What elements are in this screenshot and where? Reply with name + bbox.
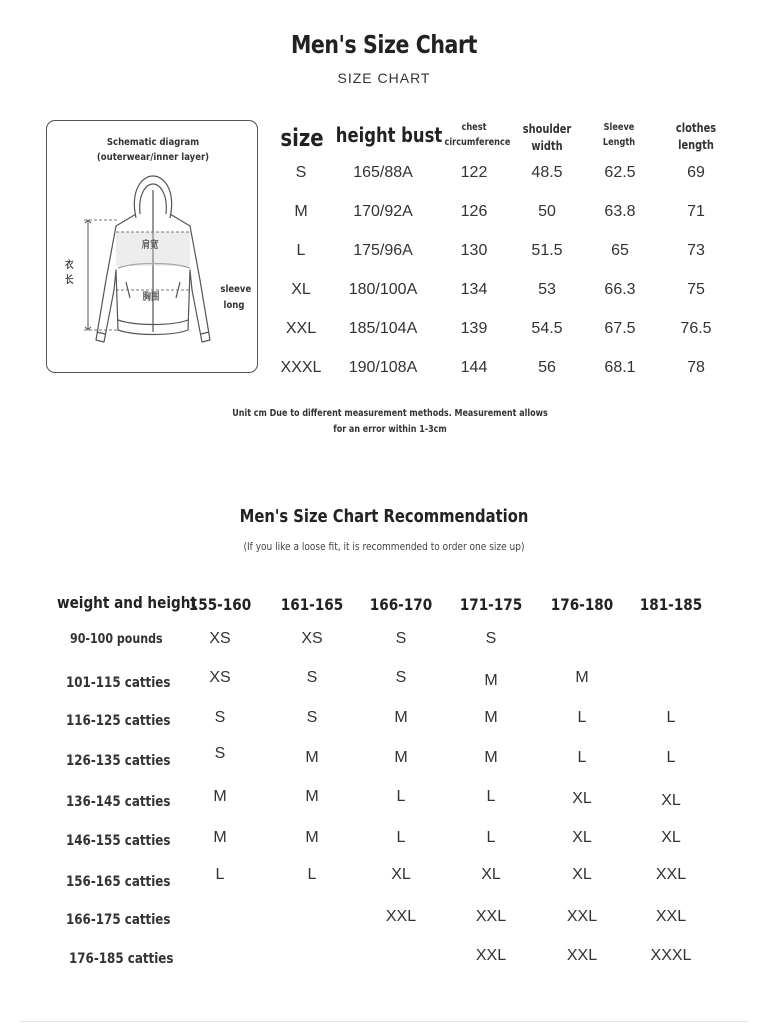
header-sleeve: Sleeve Length — [602, 122, 636, 148]
height-bust-cell: 190/108A — [348, 359, 418, 376]
recommended-size-cell: M — [213, 829, 227, 846]
height-column-header: 166-170 — [369, 595, 433, 614]
sleeve-cell: 68.1 — [604, 359, 636, 376]
recommended-size-cell: L — [577, 749, 587, 766]
recommended-size-cell: XL — [572, 790, 592, 807]
sleeve-cell: 62.5 — [604, 164, 636, 181]
recommended-size-cell: XS — [209, 630, 231, 647]
weight-row-label: 156-165 catties — [66, 874, 171, 890]
height-column-header: 176-180 — [550, 595, 614, 614]
weight-row-label: 166-175 catties — [66, 912, 171, 928]
recommended-size-cell: XXL — [655, 866, 687, 883]
jacket-illustration — [60, 170, 250, 365]
divider — [20, 1021, 748, 1022]
weight-row-label: 101-115 catties — [66, 675, 171, 691]
weight-row-label: 116-125 catties — [66, 713, 171, 729]
chest-cell: 130 — [460, 242, 488, 259]
sleeve-cell: 63.8 — [604, 203, 636, 220]
height-bust-cell: 170/92A — [353, 203, 413, 220]
recommended-size-cell: M — [484, 709, 498, 726]
chest-cell: 134 — [460, 281, 488, 298]
clothes-cell: 73 — [687, 242, 705, 259]
height-column-header: 161-165 — [280, 595, 344, 614]
recommended-size-cell: XXL — [385, 908, 417, 925]
recommended-size-cell: S — [214, 745, 226, 762]
header-height-bust: height bust — [335, 123, 443, 147]
recommended-size-cell: L — [215, 866, 225, 883]
diagram-caption: Schematic diagram (outerwear/inner layer) — [96, 137, 210, 163]
chest-cell: 144 — [460, 359, 488, 376]
recommended-size-cell: XXL — [566, 908, 598, 925]
recommended-size-cell: L — [577, 709, 587, 726]
recommended-size-cell: XS — [209, 669, 231, 686]
chest-cell: 139 — [460, 320, 488, 337]
recommended-size-cell: XXL — [475, 947, 507, 964]
height-bust-cell: 185/104A — [348, 320, 418, 337]
sleeve-label: sleeve long — [220, 284, 252, 311]
size-cell: M — [294, 203, 308, 220]
recommended-size-cell: XL — [661, 792, 681, 809]
recommended-size-cell: M — [484, 672, 498, 689]
recommended-size-cell: L — [666, 709, 676, 726]
recommended-size-cell: S — [395, 669, 407, 686]
recommended-size-cell: XL — [481, 866, 501, 883]
page-title: Men's Size Chart — [290, 30, 478, 59]
recommended-size-cell: XXL — [655, 908, 687, 925]
recommended-size-cell: M — [575, 669, 589, 686]
recommended-size-cell: XL — [572, 866, 592, 883]
weight-row-label: 176-185 catties — [69, 951, 174, 967]
shoulder-cell: 51.5 — [531, 242, 563, 259]
recommended-size-cell: L — [396, 829, 406, 846]
weight-row-label: 136-145 catties — [66, 794, 171, 810]
height-bust-cell: 180/100A — [348, 281, 418, 298]
page-subtitle: SIZE CHART — [337, 70, 431, 86]
recommended-size-cell: M — [394, 749, 408, 766]
recommended-size-cell: XL — [572, 829, 592, 846]
shoulder-cell: 50 — [538, 203, 556, 220]
recommended-size-cell: L — [307, 866, 317, 883]
clothes-cell: 76.5 — [680, 320, 712, 337]
shoulder-label: 肩宽 — [141, 240, 159, 251]
clothes-cell: 75 — [687, 281, 705, 298]
sleeve-cell: 67.5 — [604, 320, 636, 337]
sleeve-cell: 65 — [611, 242, 629, 259]
clothes-cell: 78 — [687, 359, 705, 376]
size-cell: XXL — [285, 320, 317, 337]
shoulder-cell: 56 — [538, 359, 556, 376]
height-column-header: 171-175 — [459, 595, 523, 614]
recommended-size-cell: XXXL — [650, 947, 692, 964]
recommendation-corner-header: weight and height — [57, 593, 197, 612]
recommended-size-cell: M — [213, 788, 227, 805]
length-label: 衣长 — [65, 260, 74, 286]
height-column-header: 181-185 — [639, 595, 703, 614]
weight-row-label: 146-155 catties — [66, 833, 171, 849]
clothes-cell: 71 — [687, 203, 705, 220]
recommended-size-cell: S — [214, 709, 226, 726]
recommended-size-cell: M — [394, 709, 408, 726]
recommended-size-cell: M — [305, 829, 319, 846]
shoulder-cell: 53 — [538, 281, 556, 298]
recommended-size-cell: XS — [301, 630, 323, 647]
recommended-size-cell: L — [486, 788, 496, 805]
recommended-size-cell: S — [485, 630, 497, 647]
recommendation-title: Men's Size Chart Recommendation — [239, 506, 529, 527]
chest-label: 胸围 — [142, 292, 160, 303]
recommended-size-cell: XL — [391, 866, 411, 883]
recommended-size-cell: XXL — [475, 908, 507, 925]
header-shoulder: shoulder width — [522, 122, 572, 153]
size-cell: S — [295, 164, 307, 181]
height-column-header: 155-160 — [188, 595, 252, 614]
sleeve-cell: 66.3 — [604, 281, 636, 298]
recommended-size-cell: M — [305, 788, 319, 805]
recommended-size-cell: M — [305, 749, 319, 766]
recommended-size-cell: L — [666, 749, 676, 766]
recommended-size-cell: M — [484, 749, 498, 766]
recommended-size-cell: XXL — [566, 947, 598, 964]
header-clothes: clothes length — [675, 121, 717, 152]
recommended-size-cell: S — [306, 669, 318, 686]
clothes-cell: 69 — [687, 164, 705, 181]
measurement-note: Unit cm Due to different measurement methods. Measurement allows for an error within 1-3cm — [232, 408, 548, 435]
header-size: size — [280, 124, 324, 152]
height-bust-cell: 175/96A — [353, 242, 413, 259]
recommended-size-cell: L — [486, 829, 496, 846]
size-cell: XL — [291, 281, 311, 298]
chest-cell: 122 — [460, 164, 488, 181]
recommended-size-cell: L — [396, 788, 406, 805]
weight-row-label: 126-135 catties — [66, 753, 171, 769]
chest-cell: 126 — [460, 203, 488, 220]
recommended-size-cell: S — [395, 630, 407, 647]
recommended-size-cell: S — [306, 709, 318, 726]
recommended-size-cell: XL — [661, 829, 681, 846]
recommendation-subtitle: (If you like a loose fit, it is recommended to order one size up) — [243, 540, 525, 553]
weight-row-label: 90-100 pounds — [70, 632, 163, 647]
shoulder-cell: 54.5 — [531, 320, 563, 337]
height-bust-cell: 165/88A — [353, 164, 413, 181]
header-chest: chest circumference — [444, 122, 511, 148]
size-cell: L — [296, 242, 306, 259]
size-cell: XXXL — [280, 359, 322, 376]
shoulder-cell: 48.5 — [531, 164, 563, 181]
